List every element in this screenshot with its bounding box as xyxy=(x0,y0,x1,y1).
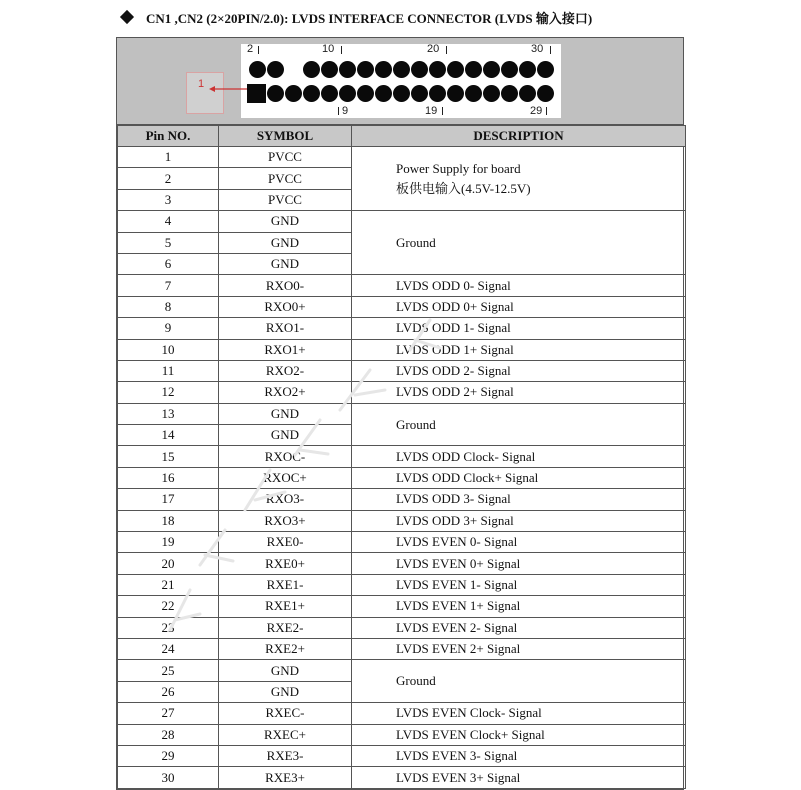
table-row xyxy=(118,446,686,467)
symbol-cell: RXO2- xyxy=(219,360,352,381)
description-cell-ground: Ground xyxy=(352,211,686,275)
pin-1-square-pad xyxy=(247,84,266,103)
pin-gap xyxy=(285,61,302,78)
bottom-pin-row xyxy=(267,85,554,102)
pin xyxy=(249,61,266,78)
description-cell: LVDS EVEN Clock- Signal xyxy=(352,703,686,724)
pin xyxy=(357,61,374,78)
table-row xyxy=(118,147,686,168)
pin xyxy=(339,85,356,102)
top-label-20: 20 xyxy=(427,43,440,55)
pin-cell: 6 xyxy=(118,253,219,274)
description-cell: LVDS ODD 3- Signal xyxy=(352,489,686,510)
description-cell: LVDS EVEN 3+ Signal xyxy=(352,767,686,788)
table-row xyxy=(118,574,686,595)
symbol-cell: RXO0- xyxy=(219,275,352,296)
pin-cell: 1 xyxy=(118,147,219,168)
description-cell-ground: Ground xyxy=(352,660,686,703)
table-row xyxy=(118,489,686,510)
tick-mark xyxy=(546,107,547,115)
description-cell: LVDS EVEN Clock+ Signal xyxy=(352,724,686,745)
symbol-cell: RXE3- xyxy=(219,745,352,766)
pin xyxy=(483,61,500,78)
pin xyxy=(465,85,482,102)
pin xyxy=(501,85,518,102)
symbol-cell: RXEC+ xyxy=(219,724,352,745)
pin-cell: 30 xyxy=(118,767,219,788)
pin-1-arrow-icon xyxy=(209,84,249,94)
pin xyxy=(447,85,464,102)
pin-cell: 7 xyxy=(118,275,219,296)
pin xyxy=(303,85,320,102)
tick-mark xyxy=(258,46,259,54)
table-row xyxy=(118,660,686,681)
pin-cell: 28 xyxy=(118,724,219,745)
pin xyxy=(411,85,428,102)
top-pin-row xyxy=(249,61,554,78)
description-cell: LVDS ODD Clock- Signal xyxy=(352,446,686,467)
table-row xyxy=(118,339,686,360)
pin xyxy=(501,61,518,78)
description-cell-ground: Ground xyxy=(352,403,686,446)
pin xyxy=(321,85,338,102)
pin xyxy=(483,85,500,102)
pin xyxy=(429,85,446,102)
pin-cell: 26 xyxy=(118,681,219,702)
table-row xyxy=(118,382,686,403)
symbol-cell: RXO2+ xyxy=(219,382,352,403)
symbol-cell: PVCC xyxy=(219,168,352,189)
table-row xyxy=(118,403,686,424)
section-heading xyxy=(122,6,592,28)
symbol-cell: GND xyxy=(219,681,352,702)
power-description-line1: Power Supply for board xyxy=(396,160,521,176)
table-row xyxy=(118,767,686,788)
table-row xyxy=(118,617,686,638)
table-row xyxy=(118,724,686,745)
pin-cell: 23 xyxy=(118,617,219,638)
table-row xyxy=(118,553,686,574)
tick-mark xyxy=(338,107,339,115)
tick-mark xyxy=(550,46,551,54)
pin-cell: 20 xyxy=(118,553,219,574)
pin xyxy=(393,85,410,102)
header-description: DESCRIPTION xyxy=(352,126,686,147)
tick-mark xyxy=(446,46,447,54)
pin-cell: 3 xyxy=(118,189,219,210)
pin-cell: 16 xyxy=(118,467,219,488)
description-cell: LVDS ODD Clock+ Signal xyxy=(352,467,686,488)
symbol-cell: GND xyxy=(219,232,352,253)
pin-cell: 5 xyxy=(118,232,219,253)
pinout-table xyxy=(117,125,686,789)
power-description-line2: 板供电输入(4.5V-12.5V) xyxy=(396,180,531,196)
symbol-cell: RXOC+ xyxy=(219,467,352,488)
top-label-30: 30 xyxy=(531,43,544,55)
symbol-cell: RXE1+ xyxy=(219,596,352,617)
pin xyxy=(537,61,554,78)
symbol-cell: GND xyxy=(219,211,352,232)
bottom-label-19: 19 xyxy=(425,105,438,117)
symbol-cell: GND xyxy=(219,403,352,424)
tick-mark xyxy=(442,107,443,115)
connector-figure xyxy=(117,38,683,125)
top-label-2: 2 xyxy=(247,43,254,55)
table-row xyxy=(118,318,686,339)
pin xyxy=(375,61,392,78)
pin-cell: 22 xyxy=(118,596,219,617)
description-cell: LVDS ODD 0+ Signal xyxy=(352,296,686,317)
symbol-cell: RXE0- xyxy=(219,532,352,553)
table-row xyxy=(118,745,686,766)
symbol-cell: RXE2- xyxy=(219,617,352,638)
pin xyxy=(429,61,446,78)
symbol-cell: GND xyxy=(219,660,352,681)
description-cell: LVDS ODD 2- Signal xyxy=(352,360,686,381)
pin-cell: 27 xyxy=(118,703,219,724)
pin-cell: 25 xyxy=(118,660,219,681)
symbol-cell: RXEC- xyxy=(219,703,352,724)
symbol-cell: RXE1- xyxy=(219,574,352,595)
symbol-cell: RXOC- xyxy=(219,446,352,467)
description-cell: LVDS ODD 0- Signal xyxy=(352,275,686,296)
pin-cell: 12 xyxy=(118,382,219,403)
pin xyxy=(267,85,284,102)
connector-diagram xyxy=(241,44,561,118)
top-label-10: 10 xyxy=(322,43,335,55)
pin-cell: 17 xyxy=(118,489,219,510)
symbol-cell: RXE2+ xyxy=(219,638,352,659)
header-symbol: SYMBOL xyxy=(219,126,352,147)
pin-cell: 21 xyxy=(118,574,219,595)
description-cell: LVDS EVEN 2+ Signal xyxy=(352,638,686,659)
description-cell: LVDS ODD 3+ Signal xyxy=(352,510,686,531)
symbol-cell: PVCC xyxy=(219,189,352,210)
tick-mark xyxy=(341,46,342,54)
table-row xyxy=(118,467,686,488)
pin-cell: 15 xyxy=(118,446,219,467)
table-row xyxy=(118,596,686,617)
description-cell: LVDS EVEN 2- Signal xyxy=(352,617,686,638)
pin-cell: 8 xyxy=(118,296,219,317)
pin-cell: 9 xyxy=(118,318,219,339)
symbol-cell: RXO0+ xyxy=(219,296,352,317)
pin-cell: 13 xyxy=(118,403,219,424)
pin xyxy=(375,85,392,102)
diamond-bullet-icon xyxy=(120,10,134,24)
description-cell: LVDS ODD 1+ Signal xyxy=(352,339,686,360)
symbol-cell: GND xyxy=(219,425,352,446)
pin xyxy=(411,61,428,78)
pin xyxy=(447,61,464,78)
pin xyxy=(537,85,554,102)
symbol-cell: RXE0+ xyxy=(219,553,352,574)
table-row xyxy=(118,510,686,531)
description-cell: LVDS ODD 2+ Signal xyxy=(352,382,686,403)
description-cell: LVDS EVEN 1- Signal xyxy=(352,574,686,595)
description-cell: LVDS EVEN 0- Signal xyxy=(352,532,686,553)
pin xyxy=(285,85,302,102)
pin-cell: 4 xyxy=(118,211,219,232)
pin xyxy=(303,61,320,78)
symbol-cell: RXE3+ xyxy=(219,767,352,788)
symbol-cell: PVCC xyxy=(219,147,352,168)
table-header-row xyxy=(118,126,686,147)
pin xyxy=(393,61,410,78)
pin xyxy=(519,85,536,102)
table-row xyxy=(118,703,686,724)
pin-cell: 10 xyxy=(118,339,219,360)
bottom-label-9: 9 xyxy=(342,105,349,117)
pinout-sheet xyxy=(116,37,684,790)
table-row xyxy=(118,211,686,232)
description-cell: LVDS ODD 1- Signal xyxy=(352,318,686,339)
table-row xyxy=(118,275,686,296)
pin-cell: 14 xyxy=(118,425,219,446)
pin xyxy=(519,61,536,78)
symbol-cell: RXO3- xyxy=(219,489,352,510)
pin xyxy=(339,61,356,78)
symbol-cell: GND xyxy=(219,253,352,274)
pin xyxy=(267,61,284,78)
pin xyxy=(465,61,482,78)
table-row xyxy=(118,532,686,553)
description-cell-power xyxy=(352,147,686,211)
pin xyxy=(357,85,374,102)
pin-cell: 24 xyxy=(118,638,219,659)
symbol-cell: RXO1- xyxy=(219,318,352,339)
description-cell: LVDS EVEN 0+ Signal xyxy=(352,553,686,574)
section-title: CN1 ,CN2 (2×20PIN/2.0): LVDS INTERFACE CONNECTOR (LVDS 输入接口) xyxy=(146,10,593,26)
pin-cell: 19 xyxy=(118,532,219,553)
bottom-label-29: 29 xyxy=(530,105,543,117)
table-row xyxy=(118,360,686,381)
table-row xyxy=(118,296,686,317)
pin-cell: 2 xyxy=(118,168,219,189)
pin-cell: 29 xyxy=(118,745,219,766)
symbol-cell: RXO3+ xyxy=(219,510,352,531)
header-pin-no: Pin NO. xyxy=(118,126,219,147)
pin-1-callout-label: 1 xyxy=(198,78,205,90)
description-cell: LVDS EVEN 1+ Signal xyxy=(352,596,686,617)
pin-cell: 18 xyxy=(118,510,219,531)
pin-cell: 11 xyxy=(118,360,219,381)
table-row xyxy=(118,638,686,659)
description-cell: LVDS EVEN 3- Signal xyxy=(352,745,686,766)
symbol-cell: RXO1+ xyxy=(219,339,352,360)
pin xyxy=(321,61,338,78)
